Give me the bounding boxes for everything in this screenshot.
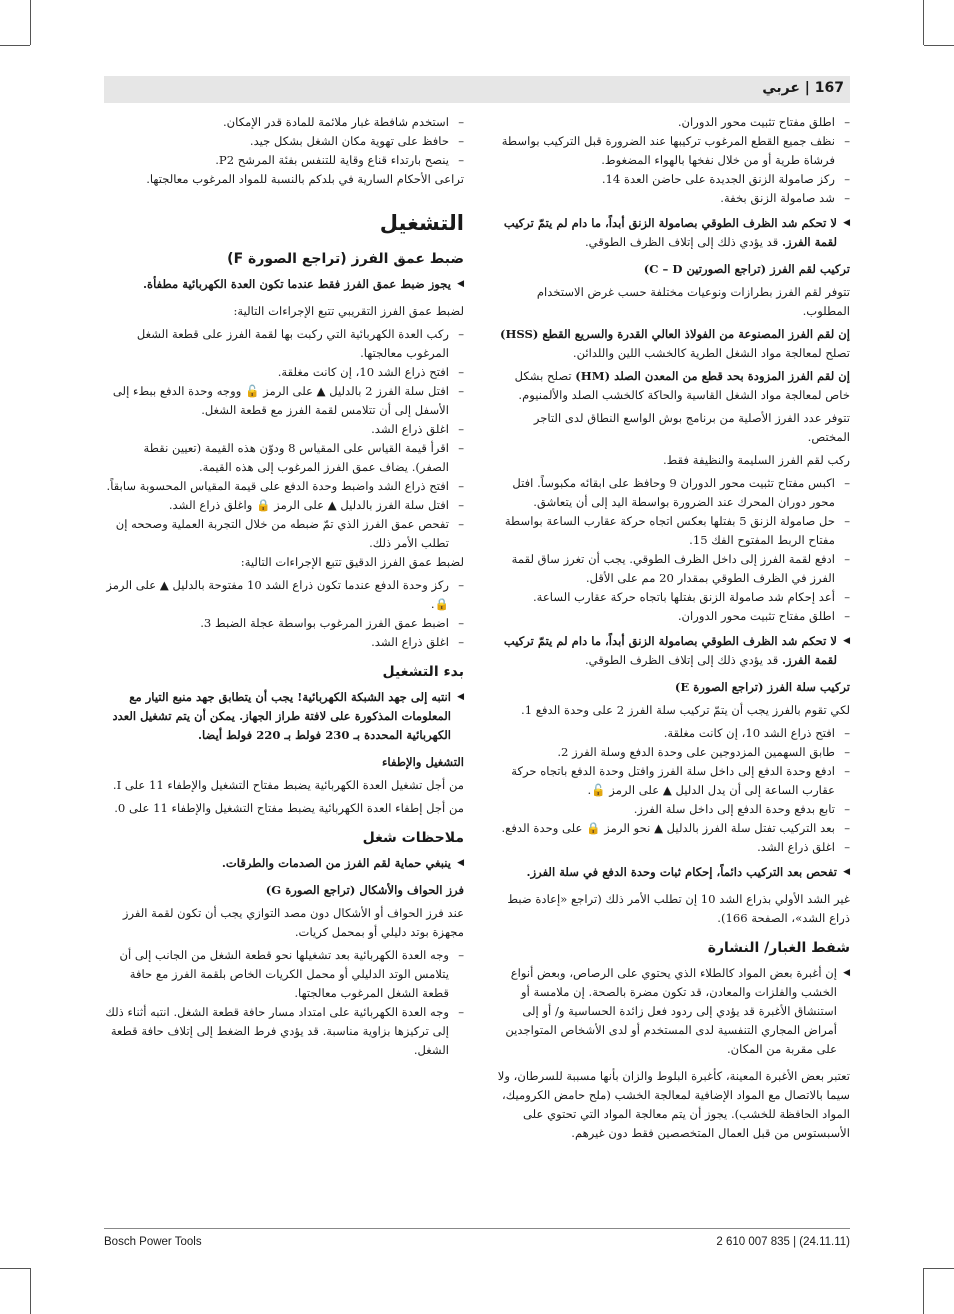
paragraph: تعتبر بعض الأغبرة المعينة، كأغبرة البلوط والزان بأنها مسببة للسرطان، ولا سيما بالاتصال مع المواد الإضافية لمعالجة الخشب (ملح حامض الكروميك، المواد الحافظة للخشب). يجوز أن يتم معالجة المواد التي تحتوي على الأسبستوس من قبل العمال المتخصصين فقط دون غيرهم. bbox=[497, 1069, 850, 1140]
paragraph: من أجل إطفاء العدة الكهربائية يضبط مفتاح التشغيل والإطفاء 11 على 0. bbox=[114, 801, 464, 815]
crop-mark bbox=[924, 45, 954, 46]
subheading: التشغيل والإطفاء bbox=[381, 755, 464, 769]
paragraph-bold: إن لقم الفرز المصنوعة من الفولاذ العالي القدرة والسريع القطع (HSS) bbox=[499, 327, 850, 341]
right-column bbox=[490, 113, 850, 1147]
paragraph: تراعى الأحكام السارية في بلدكم بالنسبة للمواد المرغوب معالجتها. bbox=[146, 172, 464, 186]
footer-brand: Bosch Power Tools bbox=[104, 1236, 202, 1248]
chapter-heading: التشغيل bbox=[379, 211, 464, 235]
paragraph bbox=[490, 367, 850, 405]
warning-text: قد يؤدي ذلك إلى إتلاف الظرف الطوقي. bbox=[585, 235, 782, 249]
list-item: – افتح ذراع الشد واضبط وحدة الدفع على قيمة المقياس المحسوبة سابقاً. bbox=[104, 477, 464, 496]
footer-doc-number: 2 610 007 835 | (24.11.11) bbox=[716, 1236, 850, 1248]
warning-note: ◀ تفحص بعد التركيب دائماً، إحكام ثبات وحدة الدفع في سلة الفرز. bbox=[490, 863, 850, 882]
section-heading: بدء التشغيل bbox=[382, 664, 464, 680]
list-item: – تفحص عمق الفرز الذي تمّ ضبطه من خلال التجربة العملية وصححه إن تطلب الأمر ذلك. bbox=[104, 515, 464, 553]
paragraph: غير الشد الأولي بذراع الشد 10 إن تطلب الأمر ذلك (تراجع «إعادة ضبط ذراع الشد»، الصفحة 166). bbox=[507, 892, 850, 925]
section-heading: ضبط عمق الفرز (تراجع الصورة F) bbox=[227, 251, 464, 267]
section-heading: شفط الغبار/ النشارة bbox=[707, 940, 850, 956]
subheading: تركيب لقم الفرز (تراجع الصورتين C – D) bbox=[643, 262, 850, 276]
paragraph: ركب لقم الفرز السليمة والنظيفة فقط. bbox=[662, 453, 850, 467]
subheading: فرز الحواف والأشكال (تراجع الصورة G) bbox=[265, 883, 464, 897]
crop-mark bbox=[924, 1268, 954, 1269]
list-item: – ادفع وحدة الدفع إلى داخل سلة الفرز وافتل وحدة الدفع باتجاه حركة عقارب الساعة إلى أن يدل الدليل ▲ على الرمز 🔓. bbox=[490, 762, 850, 800]
warning-note bbox=[490, 214, 850, 252]
list-item: – ركز وحدة الدفع عندما تكون ذراع الشد 10 مفتوحة بالدليل ▲ على الرمز 🔒. bbox=[104, 576, 464, 614]
warning-bold: لا تحكم شد الظرف الطوقي بصامولة الزنق أبداً، ما دام لم يتمّ تركيب لقمة الفرز. bbox=[503, 216, 837, 249]
paragraph-bold: إن لقم الفرز المزودة بحد قطع من المعدن الصلد (HM) bbox=[575, 369, 850, 383]
list-item: – حافظ على تهوية مكان الشغل بشكل جيد. bbox=[104, 132, 464, 151]
page-header bbox=[104, 76, 850, 103]
list-item: – شد صامولة الزنق بخفة. bbox=[490, 189, 850, 208]
list-item: – اغلق ذراع الشد. bbox=[490, 838, 850, 857]
paragraph: من أجل تشغيل العدة الكهربائية يضبط مفتاح التشغيل والإطفاء 11 على I. bbox=[112, 778, 464, 792]
warning-note: ◀ انتبه إلى جهد الشبكة الكهربائية! يجب أن يتطابق جهد منبع التيار مع المعلومات المذكورة على لافتة طراز الجهاز. يمكن أن يتم تشغيل العدد الكهربائية المحددة بـ 230 فولط بـ 220 فولط أيضا. bbox=[104, 688, 464, 745]
list-item: – اغلق ذراع الشد. bbox=[104, 633, 464, 652]
list-item: – طابق السهمين المزدوجين على وحدة الدفع وسلة الفرز 2. bbox=[490, 743, 850, 762]
footer-divider bbox=[104, 1228, 850, 1229]
list-item: – اضبط عمق الفرز المرغوب بواسطة عجلة الضبط 3. bbox=[104, 614, 464, 633]
list-item: – ينصح بارتداء قناع وقاية للتنفس بفئة المرشح P2. bbox=[104, 151, 464, 170]
crop-mark bbox=[30, 0, 31, 45]
warning-bold: لا تحكم شد الظرف الطوقي بصامولة الزنق أبداً، ما دام لم يتمّ تركيب لقمة الفرز. bbox=[503, 634, 837, 667]
list-item: – اطلق مفتاح تثبيت محور الدوران. bbox=[490, 113, 850, 132]
page-header-title: 167 | عربي bbox=[762, 80, 844, 96]
paragraph: تتوفر لقم الفرز بطرازات ونوعيات مختلفة حسب غرض الاستخدام المطلوب. bbox=[536, 285, 850, 318]
crop-mark bbox=[0, 45, 30, 46]
list-item: – وجه العدة الكهربائية بعد تشغيلها نحو قطعة الشغل من الجانب إلى أن يتلامس الوتد الدليلي أو محمل الكريات الخاص بلقمة الفرز مع حافة قطعة الشغل المرغوب معالجتها. bbox=[104, 946, 464, 1003]
list-item: – أعد إحكام شد صامولة الزنق بفتلها باتجاه حركة عقارب الساعة. bbox=[490, 588, 850, 607]
warning-text: قد يؤدي ذلك إلى إتلاف الظرف الطوقي. bbox=[585, 653, 782, 667]
paragraph-text: تصلح بشكل خاص لمعالجة مواد الشغل القاسية والحاكة كالخشب الصلد والألمنيوم. bbox=[514, 369, 850, 402]
list-item: – تابع بدفع وحدة الدفع إلى داخل سلة الفرز. bbox=[490, 800, 850, 819]
list-item: – ادفع لقمة الفرز إلى داخل الظرف الطوقي. يجب أن تغرز ساق لقمة الفرز في الظرف الطوقي بمقدار 20 مم على الأقل. bbox=[490, 550, 850, 588]
warning-note: ◀ إن أغبرة بعض المواد كالطلاء الذي يحتوي على الرصاص، وبعض أنواع الخشب والفلزات والمعادن، قد تكون مضرة بالصحة. إن ملامسة أو استنشاق الأغبرة قد يؤدي إلى ردود فعل زائدة الحساسية و/ أو إلى أمراض المجاري التنفسية لدى المستخدم أو لدى الأشخاص المتواجدين على مقربة من المكان. bbox=[490, 964, 850, 1059]
list-item: – افتل سلة الفرز بالدليل ▲ على الرمز 🔒 واغلق ذراع الشد. bbox=[104, 496, 464, 515]
list-item: – نظف جميع القطع المرغوب تركيبها عند الضرورة قبل التركيب بواسطة فرشاة طرية أو من خلال نفخها بالهواء المضغوط. bbox=[490, 132, 850, 170]
crop-mark bbox=[30, 1268, 31, 1314]
warning-note: ◀ ينبغي حماية لقم الفرز من الصدمات والطرقات. bbox=[104, 854, 464, 873]
list-item: – اغلق ذراع الشد. bbox=[104, 420, 464, 439]
crop-mark bbox=[923, 0, 924, 45]
section-heading: ملاحظات شغل bbox=[362, 830, 464, 846]
list-item: – بعد التركيب تفتل سلة الفرز بالدليل ▲ نحو الرمز 🔒 على وحدة الدفع. bbox=[490, 819, 850, 838]
list-item: – افتح ذراع الشد 10، إن كانت مغلقة. bbox=[104, 363, 464, 382]
warning-note: ◀ يجوز ضبط عمق الفرز فقط عندما تكون العدة الكهربائية مطفأة. bbox=[104, 275, 464, 294]
paragraph-text: تصلح لمعالجة مواد الشغل الطرية كالخشب اللين واللدائن. bbox=[572, 346, 850, 360]
list-item: – حل صامولة الزنق 5 بفتلها بعكس اتجاه حركة عقارب الساعة بواسطة مفتاح الربط المفتوح الفك 15. bbox=[490, 512, 850, 550]
list-item: – افتل سلة الفرز 2 بالدليل ▲ على الرمز 🔓 ووجه وحدة الدفع ببطء إلى الأسفل إلى أن تتلامس لقمة الفرز مع قطعة الشغل. bbox=[104, 382, 464, 420]
list-item: – اقرأ قيمة القياس على المقياس 8 ودوّن هذه القيمة (تعيين نقطة الصفر). يضاف عمق الفرز المرغوب إلى هذه القيمة. bbox=[104, 439, 464, 477]
list-item: – ركز صامولة الزنق الجديدة على حاضن العدة 14. bbox=[490, 170, 850, 189]
crop-mark bbox=[923, 1268, 924, 1314]
paragraph: لكي تقوم بالفرز يجب أن يتمّ تركيب سلة الفرز 2 على وحدة الدفع 1. bbox=[521, 703, 850, 717]
paragraph: لضبط عمق الفرز التقريبي تتبع الإجراءات التالية: bbox=[233, 304, 464, 318]
paragraph bbox=[490, 325, 850, 363]
list-item: – ركب العدة الكهربائية التي ركبت بها لقمة الفرز على قطعة الشغل المرغوب معالجتها. bbox=[104, 325, 464, 363]
crop-mark bbox=[0, 1268, 30, 1269]
paragraph: عند فرز الحواف أو الأشكال دون مصد التوازي يجب أن تكون لقمة الفرز مجهزة بوتد دليلي أو بمحمل كريات. bbox=[122, 906, 464, 939]
paragraph: لضبط عمق الفرز الدقيق تتبع الإجراءات التالية: bbox=[240, 555, 464, 569]
warning-note bbox=[490, 632, 850, 670]
paragraph: تتوفر عدد الفرز الأصلية من برنامج بوش الواسع النطاق لدى التاجر المختص. bbox=[533, 411, 850, 444]
subheading: تركيب سلة الفرز (تراجع الصورة E) bbox=[674, 680, 850, 694]
list-item: – اكبس مفتاح تثبيت محور الدوران 9 وحافظ على ابقائه مكبوساً. افتل محور دوران المحرك عند الضرورة بواسطة اليد إلى أن يتعاشق. bbox=[490, 474, 850, 512]
list-item: – اطلق مفتاح تثبيت محور الدوران. bbox=[490, 607, 850, 626]
list-item: – وجه العدة الكهربائية على امتداد مسار حافة قطعة الشغل. انتبه أثناء ذلك إلى تركيزها بزاوية مناسبة. قد يؤدي فرط الضغط إلى إتلاف حافة قطعة الشغل. bbox=[104, 1003, 464, 1060]
left-column bbox=[104, 113, 464, 1060]
list-item: – استخدم شافطة غبار ملائمة للمادة قدر الإمكان. bbox=[104, 113, 464, 132]
list-item: – افتح ذراع الشد 10، إن كانت مغلقة. bbox=[490, 724, 850, 743]
